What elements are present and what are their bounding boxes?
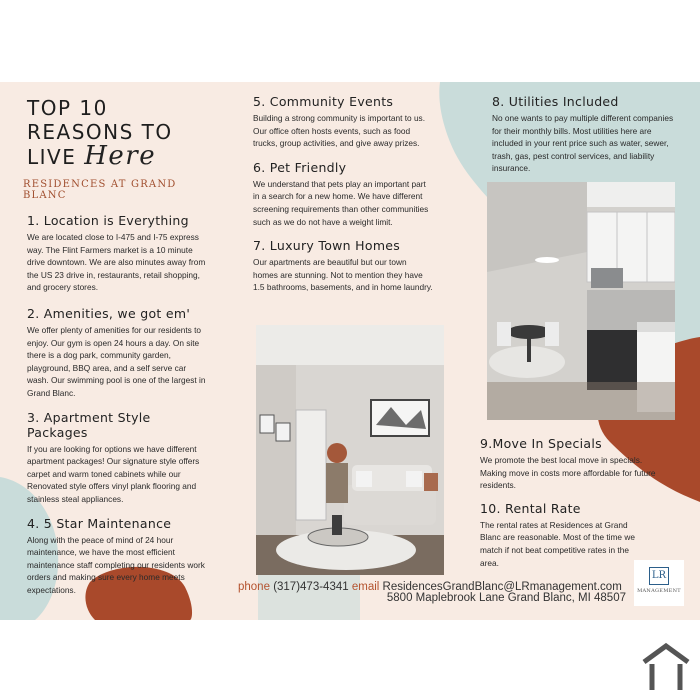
section-text: No one wants to pay multiple different companies for their monthly bills. Most utilities here are included in your rent price such as water, sewer, trash, gas, pest control services, and liability insurance. bbox=[492, 113, 674, 174]
section-9 bbox=[480, 436, 670, 492]
section-heading: 5. Community Events bbox=[253, 94, 394, 109]
section-8 bbox=[492, 94, 678, 175]
section-heading: 7. Luxury Town Homes bbox=[253, 238, 401, 254]
logo-text: MANAGEMENT bbox=[637, 588, 681, 594]
section-5 bbox=[253, 94, 433, 150]
section-heading: 9.Move In Specials bbox=[480, 436, 602, 451]
column-left bbox=[23, 96, 207, 596]
title-line-3 bbox=[27, 141, 207, 171]
email-label: email bbox=[351, 581, 380, 593]
contact-block bbox=[238, 581, 638, 604]
section-heading: 10. Rental Rate bbox=[480, 500, 581, 516]
section-text: The rental rates at Residences at Grand Blanc are reasonable. Most of the time we match if not beat competitive rates in the area. bbox=[480, 519, 635, 568]
section-heading: 4. 5 Star Maintenance bbox=[27, 515, 172, 531]
section-heading: 2. Amenities, we got em' bbox=[27, 305, 191, 321]
section-text: We offer plenty of amenities for our residents to enjoy. Our gym is open 24 hours a day. On site there is a dog park, community garden, playground, BBQ area, and a self serve car wash. Our swimming pool is one of the largest in Grand Blanc. bbox=[27, 324, 206, 398]
column-middle bbox=[253, 94, 433, 294]
logo-mark: LR bbox=[649, 567, 669, 585]
title-line-2: REASONS TO bbox=[27, 120, 173, 144]
section-text: We understand that pets play an important part in a search for a new home. We have different screening requirements than other communities such as we do not have a weight limit. bbox=[253, 178, 429, 227]
section-7 bbox=[253, 238, 433, 294]
title-line-1: TOP 10 bbox=[27, 96, 108, 120]
section-text: Our apartments are beautiful but our town homes are stunning. Not to mention they have 1.5 bathrooms, basements, and in home laundry. bbox=[253, 257, 433, 293]
title-script: Here bbox=[84, 141, 157, 171]
column-right bbox=[492, 94, 678, 175]
section-text: If you are looking for options we have different apartment packages! Our signature style offers carpet and warm toned cabinets while our Renovated style offers vinyl plank flooring and stainless steal appliances. bbox=[27, 443, 200, 504]
title-block bbox=[27, 96, 207, 169]
subtitle: RESIDENCES AT GRAND BLANC bbox=[23, 179, 177, 201]
section-6 bbox=[253, 160, 433, 228]
phone-label: phone bbox=[238, 581, 270, 593]
address: 5800 Maplebrook Lane Grand Blanc, MI 48507 bbox=[386, 592, 626, 604]
lr-management-logo bbox=[634, 560, 684, 606]
living-room-illustration bbox=[256, 325, 444, 575]
section-heading: 8. Utilities Included bbox=[492, 94, 619, 109]
brochure-page bbox=[0, 82, 700, 620]
section-heading: 6. Pet Friendly bbox=[253, 159, 347, 175]
section-1 bbox=[27, 213, 207, 294]
section-heading: 1. Location is Everything bbox=[27, 213, 189, 228]
section-3 bbox=[27, 410, 207, 506]
title-line-3-text: LIVE bbox=[27, 145, 77, 169]
email-address[interactable]: ResidencesGrandBlanc@LRmanagement.com bbox=[382, 581, 622, 593]
section-text: We promote the best local move in specials. Making move in costs more affordable for future residents. bbox=[480, 455, 656, 491]
section-text: Along with the peace of mind of 24 hour maintenance, we have the most efficient maintenance staff completing our residents work orders and making sure every home meets expectations. bbox=[27, 534, 205, 595]
section-text: Building a strong community is important to us. Our office often hosts events, such as food trucks, group activities, and give away prizes. bbox=[253, 113, 426, 149]
column-right-lower bbox=[480, 436, 670, 569]
kitchen-photo bbox=[487, 182, 675, 420]
section-2 bbox=[27, 306, 207, 400]
section-heading: 3. Apartment Style Packages bbox=[27, 409, 151, 440]
phone-number[interactable]: (317)473-4341 bbox=[273, 581, 349, 593]
section-text: We are located close to I-475 and I-75 express way. The Flint Farmers market is a 10 minute drive downtown. We are also minutes away from the US 23 drive in, restaurants, retail shopping, and grocery stores. bbox=[27, 232, 206, 293]
living-room-photo bbox=[256, 325, 444, 575]
house-outline-icon bbox=[640, 642, 692, 690]
section-10 bbox=[480, 501, 670, 569]
kitchen-illustration bbox=[487, 182, 675, 420]
section-4 bbox=[27, 516, 207, 597]
